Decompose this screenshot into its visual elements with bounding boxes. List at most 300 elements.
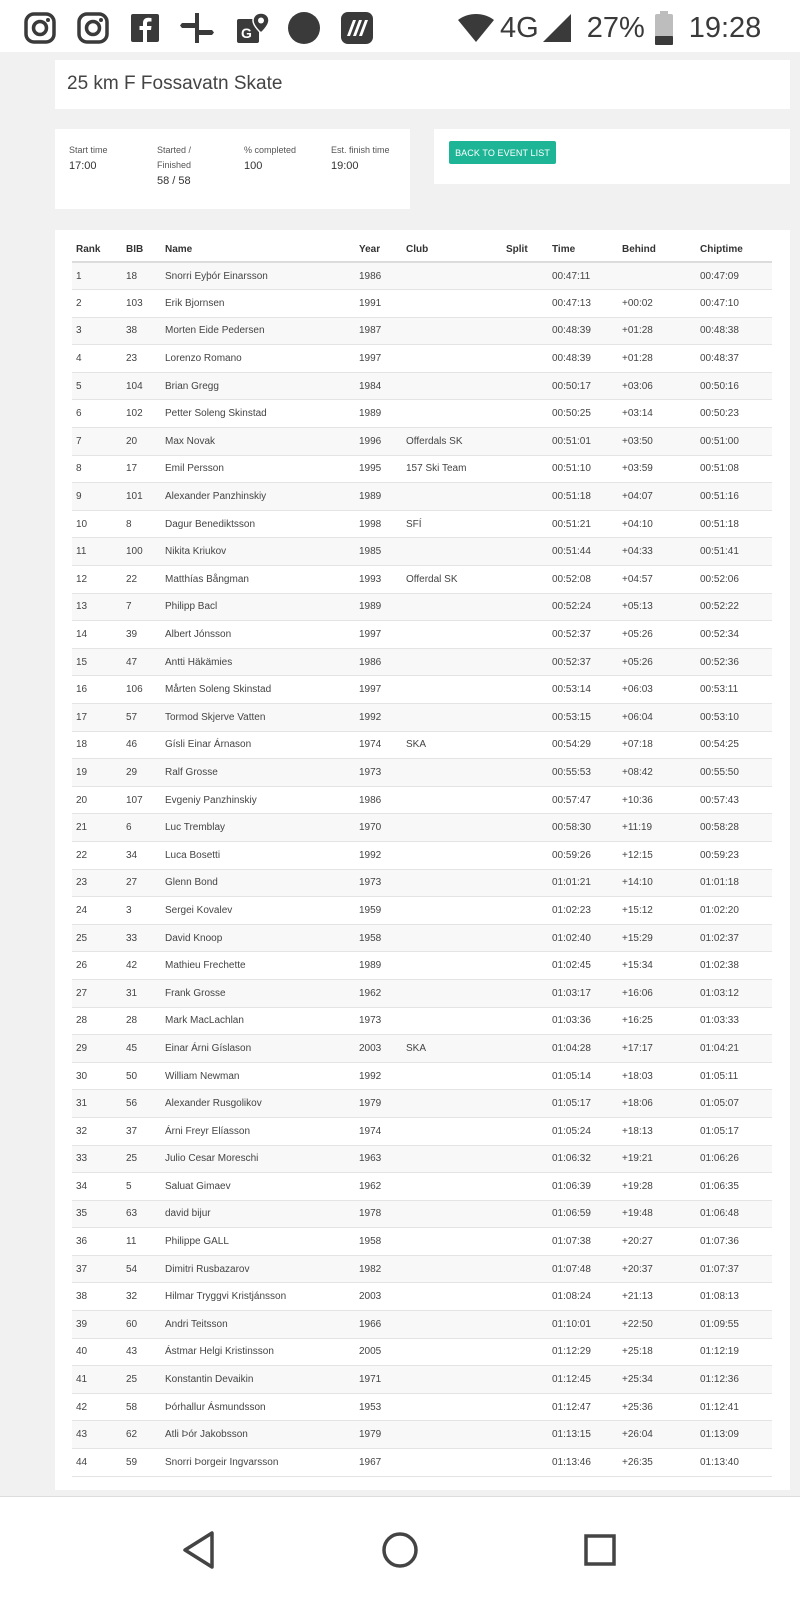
cell-split bbox=[502, 814, 548, 842]
cell-bib: 20 bbox=[122, 428, 161, 456]
cell-year: 1989 bbox=[355, 483, 402, 511]
table-row[interactable] bbox=[72, 952, 772, 980]
cell-bib: 17 bbox=[122, 455, 161, 483]
cell-chiptime: 01:06:26 bbox=[696, 1145, 772, 1173]
cell-behind: +18:03 bbox=[618, 1062, 696, 1090]
cell-bib: 63 bbox=[122, 1200, 161, 1228]
cell-split bbox=[502, 952, 548, 980]
cell-split bbox=[502, 648, 548, 676]
table-row[interactable] bbox=[72, 290, 772, 318]
cell-club bbox=[402, 262, 502, 290]
cell-chiptime: 01:12:41 bbox=[696, 1393, 772, 1421]
cell-time: 01:07:48 bbox=[548, 1255, 618, 1283]
cell-year: 1991 bbox=[355, 290, 402, 318]
cell-name: Árni Freyr Elíasson bbox=[161, 1117, 355, 1145]
finished-label: Finished bbox=[157, 160, 192, 170]
cell-club bbox=[402, 979, 502, 1007]
cell-split bbox=[502, 704, 548, 732]
cell-year: 1966 bbox=[355, 1311, 402, 1339]
cell-year: 1971 bbox=[355, 1366, 402, 1394]
cell-behind bbox=[618, 262, 696, 290]
table-row[interactable] bbox=[72, 1338, 772, 1366]
table-row[interactable] bbox=[72, 1117, 772, 1145]
cell-year: 1982 bbox=[355, 1255, 402, 1283]
cell-behind: +22:50 bbox=[618, 1311, 696, 1339]
cell-year: 1992 bbox=[355, 841, 402, 869]
cell-behind: +04:33 bbox=[618, 538, 696, 566]
cell-rank: 40 bbox=[72, 1338, 122, 1366]
start-time-block bbox=[69, 143, 108, 174]
results-body bbox=[72, 262, 772, 1476]
cell-bib: 46 bbox=[122, 731, 161, 759]
header-chiptime[interactable]: Chiptime bbox=[696, 238, 772, 262]
cell-club bbox=[402, 621, 502, 649]
cell-name: Atli Þór Jakobsson bbox=[161, 1421, 355, 1449]
cell-time: 01:03:17 bbox=[548, 979, 618, 1007]
cell-year: 2003 bbox=[355, 1035, 402, 1063]
cell-chiptime: 00:48:38 bbox=[696, 317, 772, 345]
cell-year: 1978 bbox=[355, 1200, 402, 1228]
cell-club bbox=[402, 1228, 502, 1256]
cell-split bbox=[502, 400, 548, 428]
table-row[interactable] bbox=[72, 924, 772, 952]
cell-time: 00:59:26 bbox=[548, 841, 618, 869]
table-row[interactable] bbox=[72, 841, 772, 869]
cell-club: SFÍ bbox=[402, 510, 502, 538]
cell-bib: 62 bbox=[122, 1421, 161, 1449]
cell-behind: +25:36 bbox=[618, 1393, 696, 1421]
cell-year: 1958 bbox=[355, 1228, 402, 1256]
cell-split bbox=[502, 1393, 548, 1421]
cell-club bbox=[402, 400, 502, 428]
cell-chiptime: 01:05:07 bbox=[696, 1090, 772, 1118]
cell-year: 1992 bbox=[355, 704, 402, 732]
table-row[interactable] bbox=[72, 428, 772, 456]
cell-name: Morten Eide Pedersen bbox=[161, 317, 355, 345]
cell-split bbox=[502, 1062, 548, 1090]
cell-name: Saluat Gimaev bbox=[161, 1173, 355, 1201]
instagram-icon bbox=[23, 11, 57, 45]
cell-year: 1997 bbox=[355, 676, 402, 704]
cell-bib: 11 bbox=[122, 1228, 161, 1256]
est-finish-label: Est. finish time bbox=[331, 145, 390, 155]
cell-behind: +03:06 bbox=[618, 372, 696, 400]
cell-bib: 34 bbox=[122, 841, 161, 869]
cell-time: 01:02:23 bbox=[548, 897, 618, 925]
cell-name: Alexander Panzhinskiy bbox=[161, 483, 355, 511]
event-info-card bbox=[55, 129, 410, 209]
cell-rank: 22 bbox=[72, 841, 122, 869]
cell-bib: 58 bbox=[122, 1393, 161, 1421]
cell-name: Antti Häkämies bbox=[161, 648, 355, 676]
header-bib[interactable]: BIB bbox=[122, 238, 161, 262]
cell-time: 01:06:39 bbox=[548, 1173, 618, 1201]
cell-rank: 43 bbox=[72, 1421, 122, 1449]
cell-split bbox=[502, 841, 548, 869]
table-row[interactable] bbox=[72, 1393, 772, 1421]
cell-club bbox=[402, 759, 502, 787]
cell-rank: 29 bbox=[72, 1035, 122, 1063]
cell-chiptime: 00:53:11 bbox=[696, 676, 772, 704]
circle-app-icon bbox=[287, 11, 321, 45]
cell-name: Dagur Benediktsson bbox=[161, 510, 355, 538]
table-row[interactable] bbox=[72, 345, 772, 373]
started-finished-block bbox=[157, 143, 191, 189]
cell-behind: +14:10 bbox=[618, 869, 696, 897]
table-row[interactable] bbox=[72, 1145, 772, 1173]
start-time-value: 17:00 bbox=[69, 160, 97, 172]
cell-time: 00:50:17 bbox=[548, 372, 618, 400]
cell-year: 1996 bbox=[355, 428, 402, 456]
cell-club bbox=[402, 593, 502, 621]
cell-rank: 25 bbox=[72, 924, 122, 952]
table-row[interactable] bbox=[72, 455, 772, 483]
cell-time: 00:48:39 bbox=[548, 345, 618, 373]
cell-name: David Knoop bbox=[161, 924, 355, 952]
cell-year: 1962 bbox=[355, 979, 402, 1007]
header-behind[interactable]: Behind bbox=[618, 238, 696, 262]
cell-rank: 5 bbox=[72, 372, 122, 400]
cell-behind: +04:07 bbox=[618, 483, 696, 511]
cell-split bbox=[502, 731, 548, 759]
cell-behind: +10:36 bbox=[618, 786, 696, 814]
cell-bib: 7 bbox=[122, 593, 161, 621]
table-row[interactable] bbox=[72, 1283, 772, 1311]
cell-rank: 14 bbox=[72, 621, 122, 649]
table-row[interactable] bbox=[72, 317, 772, 345]
cell-chiptime: 01:04:21 bbox=[696, 1035, 772, 1063]
cell-rank: 23 bbox=[72, 869, 122, 897]
table-row[interactable] bbox=[72, 510, 772, 538]
cell-time: 01:05:24 bbox=[548, 1117, 618, 1145]
table-row[interactable] bbox=[72, 897, 772, 925]
table-row[interactable] bbox=[72, 1255, 772, 1283]
cell-name: Max Novak bbox=[161, 428, 355, 456]
back-to-event-list-button[interactable]: BACK TO EVENT LIST bbox=[449, 141, 556, 164]
cell-year: 1962 bbox=[355, 1173, 402, 1201]
table-header-row bbox=[72, 238, 772, 262]
cell-bib: 25 bbox=[122, 1145, 161, 1173]
cell-chiptime: 01:02:20 bbox=[696, 897, 772, 925]
table-row[interactable] bbox=[72, 1090, 772, 1118]
cell-time: 00:55:53 bbox=[548, 759, 618, 787]
maps-icon bbox=[235, 11, 269, 45]
cell-year: 1973 bbox=[355, 869, 402, 897]
cell-chiptime: 00:55:50 bbox=[696, 759, 772, 787]
cell-split bbox=[502, 924, 548, 952]
home-circle-icon[interactable] bbox=[375, 1525, 425, 1575]
cell-year: 1953 bbox=[355, 1393, 402, 1421]
cell-split bbox=[502, 979, 548, 1007]
table-row[interactable] bbox=[72, 869, 772, 897]
cell-name: Albert Jónsson bbox=[161, 621, 355, 649]
cell-behind: +07:18 bbox=[618, 731, 696, 759]
header-year[interactable]: Year bbox=[355, 238, 402, 262]
cell-club bbox=[402, 1393, 502, 1421]
cell-rank: 31 bbox=[72, 1090, 122, 1118]
cell-bib: 103 bbox=[122, 290, 161, 318]
cell-year: 1974 bbox=[355, 1117, 402, 1145]
started-label: Started / bbox=[157, 145, 192, 155]
cell-year: 1987 bbox=[355, 317, 402, 345]
completed-label: % completed bbox=[244, 145, 297, 155]
cell-club bbox=[402, 1283, 502, 1311]
cell-name: david bijur bbox=[161, 1200, 355, 1228]
cell-bib: 27 bbox=[122, 869, 161, 897]
cell-name: Sergei Kovalev bbox=[161, 897, 355, 925]
cell-name: Luca Bosetti bbox=[161, 841, 355, 869]
table-row[interactable] bbox=[72, 979, 772, 1007]
cell-split bbox=[502, 897, 548, 925]
cell-year: 1998 bbox=[355, 510, 402, 538]
cell-chiptime: 00:48:37 bbox=[696, 345, 772, 373]
cell-name: Hilmar Tryggvi Kristjánsson bbox=[161, 1283, 355, 1311]
cell-club bbox=[402, 1173, 502, 1201]
table-row[interactable] bbox=[72, 621, 772, 649]
cell-time: 00:50:25 bbox=[548, 400, 618, 428]
cell-name: Tormod Skjerve Vatten bbox=[161, 704, 355, 732]
cell-rank: 35 bbox=[72, 1200, 122, 1228]
cell-time: 01:12:45 bbox=[548, 1366, 618, 1394]
table-row[interactable] bbox=[72, 814, 772, 842]
cell-behind: +25:18 bbox=[618, 1338, 696, 1366]
table-row[interactable] bbox=[72, 1062, 772, 1090]
cell-time: 01:02:40 bbox=[548, 924, 618, 952]
app-icon bbox=[340, 11, 374, 45]
cell-behind: +16:25 bbox=[618, 1007, 696, 1035]
results-table bbox=[72, 238, 772, 1477]
cell-split bbox=[502, 1117, 548, 1145]
cell-name: Philipp Bacl bbox=[161, 593, 355, 621]
table-row[interactable] bbox=[72, 1228, 772, 1256]
cell-club bbox=[402, 1062, 502, 1090]
cell-rank: 27 bbox=[72, 979, 122, 1007]
header-time[interactable]: Time bbox=[548, 238, 618, 262]
cell-name: Mårten Soleng Skinstad bbox=[161, 676, 355, 704]
cell-club bbox=[402, 1338, 502, 1366]
cell-behind: +15:12 bbox=[618, 897, 696, 925]
cell-behind: +18:06 bbox=[618, 1090, 696, 1118]
cell-club bbox=[402, 1366, 502, 1394]
table-row[interactable] bbox=[72, 648, 772, 676]
cell-rank: 7 bbox=[72, 428, 122, 456]
table-row[interactable] bbox=[72, 1035, 772, 1063]
cell-rank: 30 bbox=[72, 1062, 122, 1090]
table-row[interactable] bbox=[72, 1366, 772, 1394]
cell-bib: 22 bbox=[122, 566, 161, 594]
cell-behind: +03:59 bbox=[618, 455, 696, 483]
cell-split bbox=[502, 1255, 548, 1283]
cell-name: Alexander Rusgolikov bbox=[161, 1090, 355, 1118]
cell-bib: 56 bbox=[122, 1090, 161, 1118]
cell-bib: 39 bbox=[122, 621, 161, 649]
cell-behind: +25:34 bbox=[618, 1366, 696, 1394]
cell-chiptime: 00:50:16 bbox=[696, 372, 772, 400]
completed-block bbox=[244, 143, 296, 174]
cell-chiptime: 00:47:10 bbox=[696, 290, 772, 318]
cell-club bbox=[402, 345, 502, 373]
cell-name: Nikita Kriukov bbox=[161, 538, 355, 566]
navigation-bar bbox=[0, 1496, 800, 1600]
cell-chiptime: 00:58:28 bbox=[696, 814, 772, 842]
cell-club bbox=[402, 952, 502, 980]
cell-behind: +05:26 bbox=[618, 621, 696, 649]
cell-split bbox=[502, 290, 548, 318]
table-row[interactable] bbox=[72, 786, 772, 814]
cell-club bbox=[402, 1117, 502, 1145]
table-row[interactable] bbox=[72, 262, 772, 290]
cell-time: 01:01:21 bbox=[548, 869, 618, 897]
cell-rank: 39 bbox=[72, 1311, 122, 1339]
table-row[interactable] bbox=[72, 1173, 772, 1201]
cell-split bbox=[502, 869, 548, 897]
cell-name: Einar Árni Gíslason bbox=[161, 1035, 355, 1063]
cell-time: 01:12:47 bbox=[548, 1393, 618, 1421]
start-time-label: Start time bbox=[69, 145, 108, 155]
cell-split bbox=[502, 1366, 548, 1394]
header-split[interactable]: Split bbox=[502, 238, 548, 262]
cell-bib: 33 bbox=[122, 924, 161, 952]
cell-chiptime: 00:52:06 bbox=[696, 566, 772, 594]
cell-behind: +05:13 bbox=[618, 593, 696, 621]
cell-name: Lorenzo Romano bbox=[161, 345, 355, 373]
started-finished-value: 58 / 58 bbox=[157, 175, 191, 187]
cell-year: 1989 bbox=[355, 952, 402, 980]
cell-time: 01:13:46 bbox=[548, 1449, 618, 1477]
cell-bib: 57 bbox=[122, 704, 161, 732]
cell-year: 1959 bbox=[355, 897, 402, 925]
cell-split bbox=[502, 317, 548, 345]
cell-time: 00:52:08 bbox=[548, 566, 618, 594]
table-row[interactable] bbox=[72, 566, 772, 594]
header-club[interactable]: Club bbox=[402, 238, 502, 262]
table-row[interactable] bbox=[72, 372, 772, 400]
table-row[interactable] bbox=[72, 759, 772, 787]
cell-chiptime: 01:09:55 bbox=[696, 1311, 772, 1339]
cell-name: Frank Grosse bbox=[161, 979, 355, 1007]
cell-behind: +03:14 bbox=[618, 400, 696, 428]
cell-chiptime: 01:02:38 bbox=[696, 952, 772, 980]
cell-club bbox=[402, 869, 502, 897]
cell-name: Philippe GALL bbox=[161, 1228, 355, 1256]
table-row[interactable] bbox=[72, 704, 772, 732]
cell-name: Erik Bjornsen bbox=[161, 290, 355, 318]
cell-club: SKA bbox=[402, 731, 502, 759]
cell-rank: 28 bbox=[72, 1007, 122, 1035]
cell-year: 1986 bbox=[355, 786, 402, 814]
cell-name: Luc Tremblay bbox=[161, 814, 355, 842]
cell-rank: 21 bbox=[72, 814, 122, 842]
cell-time: 01:05:14 bbox=[548, 1062, 618, 1090]
cell-club bbox=[402, 483, 502, 511]
cell-bib: 3 bbox=[122, 897, 161, 925]
table-row[interactable] bbox=[72, 1421, 772, 1449]
cell-name: William Newman bbox=[161, 1062, 355, 1090]
back-triangle-icon[interactable] bbox=[175, 1525, 225, 1575]
cell-year: 1995 bbox=[355, 455, 402, 483]
recents-square-icon[interactable] bbox=[575, 1525, 625, 1575]
cell-club: SKA bbox=[402, 1035, 502, 1063]
cell-year: 1989 bbox=[355, 593, 402, 621]
cell-split bbox=[502, 593, 548, 621]
cell-behind: +19:28 bbox=[618, 1173, 696, 1201]
cell-rank: 8 bbox=[72, 455, 122, 483]
cell-year: 1985 bbox=[355, 538, 402, 566]
cell-chiptime: 00:52:36 bbox=[696, 648, 772, 676]
cell-behind: +05:26 bbox=[618, 648, 696, 676]
cell-rank: 19 bbox=[72, 759, 122, 787]
cell-time: 00:58:30 bbox=[548, 814, 618, 842]
cell-year: 1992 bbox=[355, 1062, 402, 1090]
table-row[interactable] bbox=[72, 483, 772, 511]
header-name[interactable]: Name bbox=[161, 238, 355, 262]
cell-time: 01:05:17 bbox=[548, 1090, 618, 1118]
cell-behind: +19:48 bbox=[618, 1200, 696, 1228]
cell-behind: +04:10 bbox=[618, 510, 696, 538]
cell-club bbox=[402, 1007, 502, 1035]
cell-club bbox=[402, 676, 502, 704]
cell-rank: 33 bbox=[72, 1145, 122, 1173]
cell-time: 00:53:15 bbox=[548, 704, 618, 732]
cell-behind: +26:35 bbox=[618, 1449, 696, 1477]
cell-bib: 31 bbox=[122, 979, 161, 1007]
table-row[interactable] bbox=[72, 538, 772, 566]
table-row[interactable] bbox=[72, 1200, 772, 1228]
cell-bib: 50 bbox=[122, 1062, 161, 1090]
cell-name: Ralf Grosse bbox=[161, 759, 355, 787]
cell-club bbox=[402, 704, 502, 732]
cell-year: 1997 bbox=[355, 345, 402, 373]
cell-behind: +26:04 bbox=[618, 1421, 696, 1449]
cell-name: Þórhallur Ásmundsson bbox=[161, 1393, 355, 1421]
cell-rank: 32 bbox=[72, 1117, 122, 1145]
cell-rank: 44 bbox=[72, 1449, 122, 1477]
cell-club bbox=[402, 538, 502, 566]
battery-percent: 27% bbox=[586, 11, 645, 44]
cell-year: 1958 bbox=[355, 924, 402, 952]
cell-name: Snorri Þorgeir Ingvarsson bbox=[161, 1449, 355, 1477]
cell-time: 00:47:13 bbox=[548, 290, 618, 318]
cell-club bbox=[402, 1090, 502, 1118]
cell-chiptime: 01:07:37 bbox=[696, 1255, 772, 1283]
table-row[interactable] bbox=[72, 676, 772, 704]
cell-split bbox=[502, 538, 548, 566]
cell-behind: +20:37 bbox=[618, 1255, 696, 1283]
cell-chiptime: 01:06:48 bbox=[696, 1200, 772, 1228]
cell-split bbox=[502, 1449, 548, 1477]
cell-rank: 41 bbox=[72, 1366, 122, 1394]
completed-value: 100 bbox=[244, 160, 263, 172]
table-row[interactable] bbox=[72, 1007, 772, 1035]
table-row[interactable] bbox=[72, 1449, 772, 1477]
cell-chiptime: 00:47:09 bbox=[696, 262, 772, 290]
table-row[interactable] bbox=[72, 1311, 772, 1339]
cell-bib: 104 bbox=[122, 372, 161, 400]
table-row[interactable] bbox=[72, 731, 772, 759]
cell-behind: +00:02 bbox=[618, 290, 696, 318]
table-row[interactable] bbox=[72, 400, 772, 428]
cell-split bbox=[502, 621, 548, 649]
cell-year: 1973 bbox=[355, 759, 402, 787]
cell-name: Emil Persson bbox=[161, 455, 355, 483]
cell-split bbox=[502, 345, 548, 373]
cell-chiptime: 01:03:12 bbox=[696, 979, 772, 1007]
table-row[interactable] bbox=[72, 593, 772, 621]
cell-chiptime: 01:07:36 bbox=[696, 1228, 772, 1256]
header-rank[interactable]: Rank bbox=[72, 238, 122, 262]
cell-behind: +04:57 bbox=[618, 566, 696, 594]
cell-behind: +15:34 bbox=[618, 952, 696, 980]
